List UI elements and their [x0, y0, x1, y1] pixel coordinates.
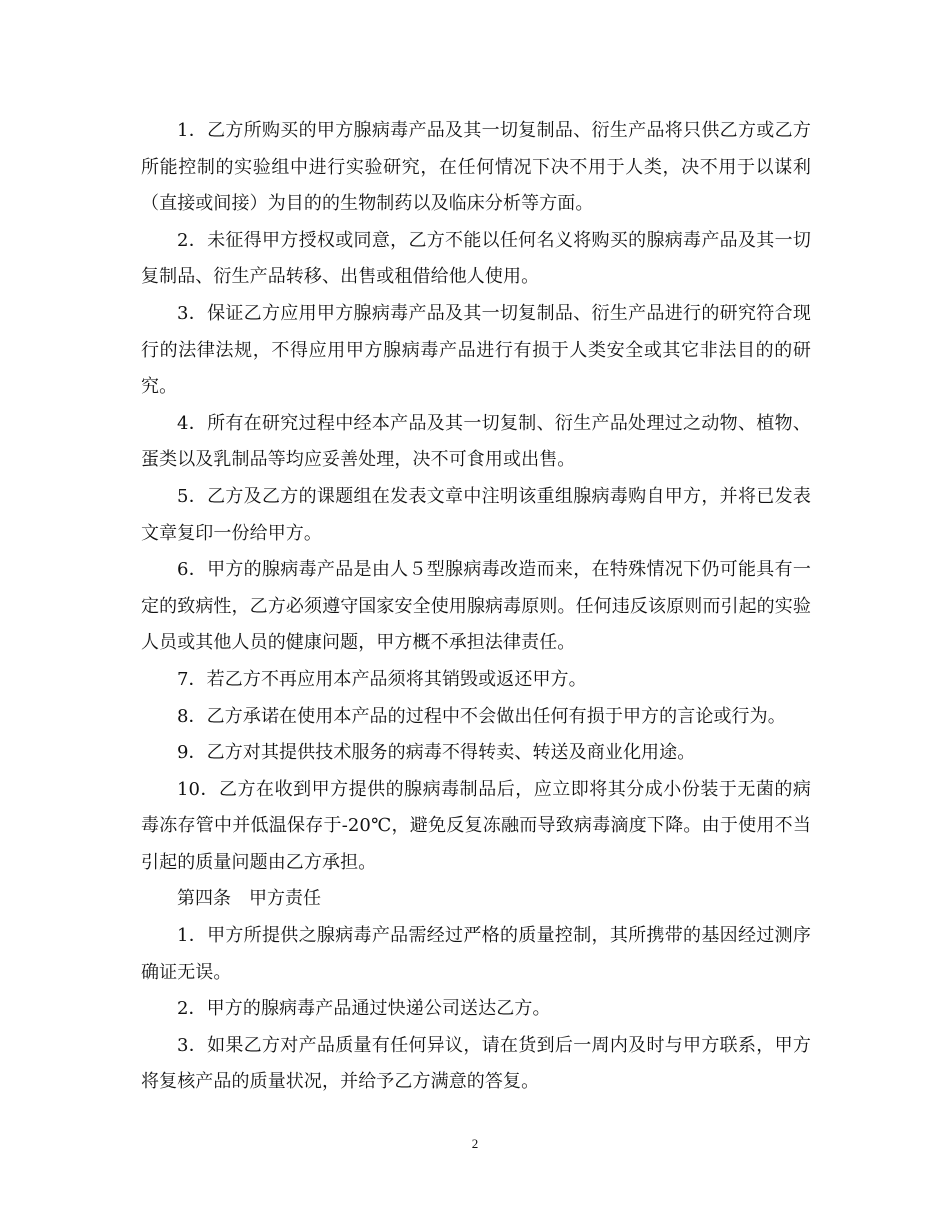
- clause-paragraph-3: 3．保证乙方应用甲方腺病毒产品及其一切复制品、衍生产品进行的研究符合现行的法律法规，不得应用甲方腺病毒产品进行有损于人类安全或其它非法目的的研究。: [141, 302, 811, 398]
- clause-paragraph-6: 6．甲方的腺病毒产品是由人５型腺病毒改造而来，在特殊情况下仍可能具有一定的致病性，乙方必须遵守国家安全使用腺病毒原则。任何违反该原则而引起的实验人员或其他人员的健康问题，甲方概不承担法律责任。: [141, 559, 811, 654]
- party-a-clause-1: 1．甲方所提供之腺病毒产品需经过严格的质量控制，其所携带的基因经过测序确证无误。: [141, 925, 811, 983]
- section-heading: 第四条 甲方责任: [177, 888, 321, 910]
- clause-paragraph-8: 8．乙方承诺在使用本产品的过程中不会做出任何有损于甲方的言论或行为。: [177, 705, 786, 727]
- clause-paragraph-9: 9．乙方对其提供技术服务的病毒不得转卖、转送及商业化用途。: [177, 742, 696, 764]
- clause-paragraph-4: 4．所有在研究过程中经本产品及其一切复制、衍生产品处理过之动物、植物、蛋类以及乳制品等均应妥善处理，决不可食用或出售。: [141, 412, 811, 471]
- clause-paragraph-2: 2．未征得甲方授权或同意，乙方不能以任何名义将购买的腺病毒产品及其一切复制品、衍生产品转移、出售或租借给他人使用。: [141, 229, 811, 288]
- party-a-clause-2: 2．甲方的腺病毒产品通过快递公司送达乙方。: [177, 998, 551, 1020]
- clause-paragraph-5: 5．乙方及乙方的课题组在发表文章中注明该重组腺病毒购自甲方，并将已发表文章复印一份给甲方。: [141, 485, 811, 544]
- clause-paragraph-7: 7．若乙方不再应用本产品须将其销毁或返还甲方。: [177, 668, 587, 690]
- clause-paragraph-10: 10．乙方在收到甲方提供的腺病毒制品后，应立即将其分成小份装于无菌的病毒冻存管中并低温保存于-20℃，避免反复冻融而导致病毒滴度下降。由于使用不当引起的质量问题由乙方承担。: [141, 778, 811, 873]
- page-number: 2: [471, 1136, 479, 1151]
- clause-paragraph-1: 1．乙方所购买的甲方腺病毒产品及其一切复制品、衍生产品将只供乙方或乙方所能控制的实验组中进行实验研究，在任何情况下决不用于人类，决不用于以谋利（直接或间接）为目的的生物制药以及临床分析等方面。: [141, 120, 811, 215]
- party-a-clause-3: 3．如果乙方对产品质量有任何异议，请在货到后一周内及时与甲方联系，甲方将复核产品的质量状况，并给予乙方满意的答复。: [141, 1034, 811, 1093]
- document-body: [141, 113, 811, 1101]
